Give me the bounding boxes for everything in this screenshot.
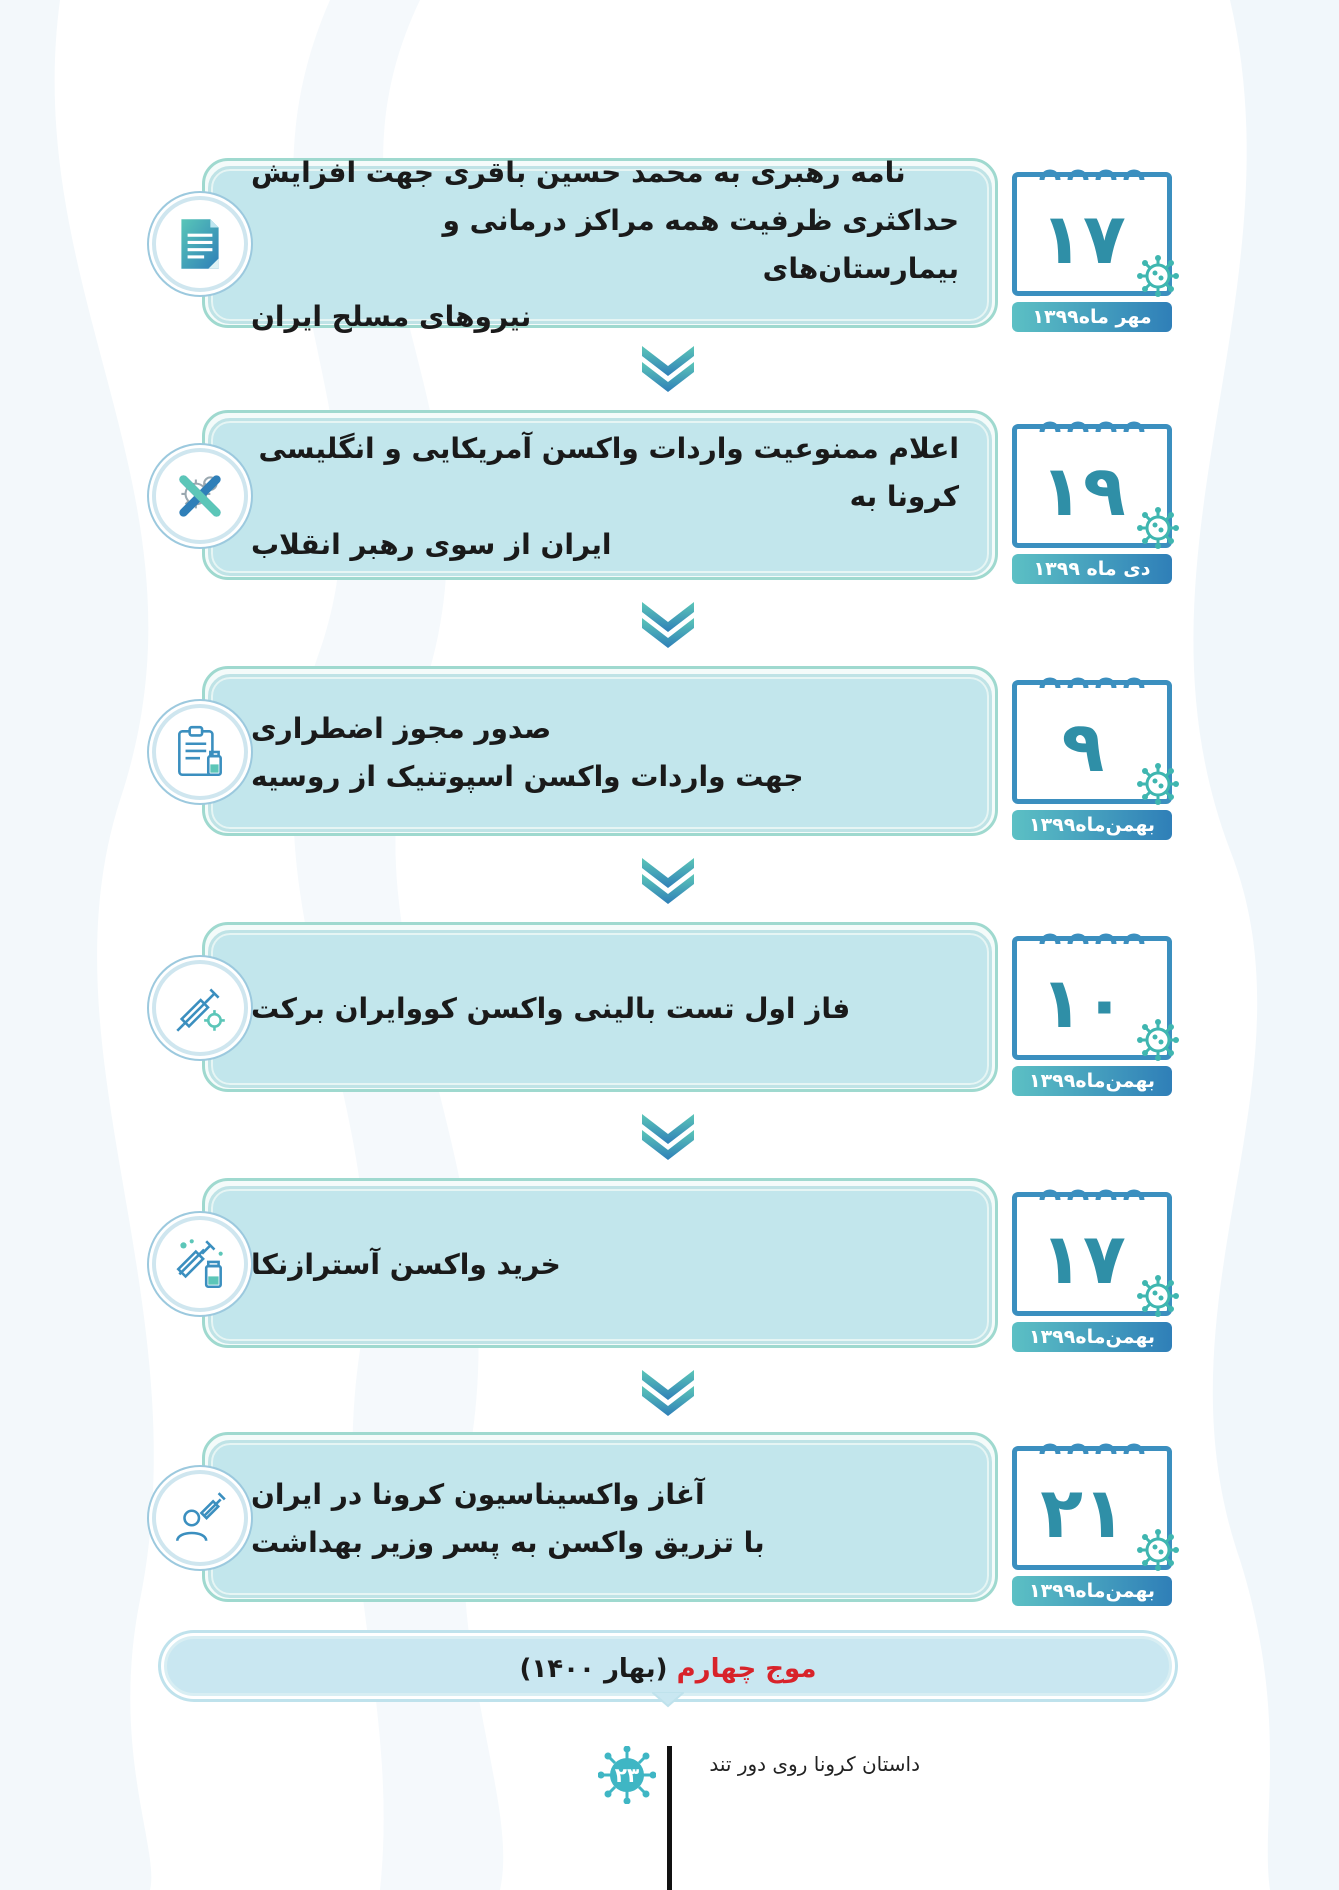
calendar-month-label: بهمن‌ماه۱۳۹۹ [1012,1576,1172,1606]
event-icon-badge [152,1216,248,1312]
chevron-down-icon [638,1110,698,1162]
chevron-down-icon [638,854,698,906]
event-icon-badge [152,196,248,292]
calendar-month-label: بهمن‌ماه۱۳۹۹ [1012,810,1172,840]
calendar-day: ۱۰ [1040,962,1126,1044]
event-icon-badge [152,1470,248,1566]
calendar-month-label: مهر ماه۱۳۹۹ [1012,302,1172,332]
document-icon [169,213,231,275]
chevron-down-icon [638,342,698,394]
calendar-rings-icon [1034,922,1154,952]
footer-divider [667,1746,672,1890]
date-calendar [1008,666,1178,846]
virus-icon [1136,254,1180,298]
syringe-vial-icon [169,1233,231,1295]
virus-icon [1136,1274,1180,1318]
event-card [208,1186,992,1344]
ban-virus-icon [169,465,231,527]
syringe-virus-icon [169,977,231,1039]
page-number-badge [598,1746,656,1804]
calendar-day: ۱۷ [1040,1218,1126,1300]
timeline-item-3 [0,666,1339,856]
event-text: اعلام ممنوعیت واردات واکسن آمریکایی و انگلیسی کرونا به ایران از سوی رهبر انقلاب [251,432,959,561]
page-number: ۲۳ [614,1763,640,1787]
event-text: نامه رهبری به محمد حسین باقری جهت افزایش حداکثری ظرفیت همه مراکز درمانی و بیمارستان‌های نیروهای مسلح ایران [251,156,959,333]
calendar-day: ۲۱ [1040,1472,1126,1554]
virus-icon [1136,762,1180,806]
calendar-rings-icon [1034,1178,1154,1208]
calendar-rings-icon [1034,1432,1154,1462]
event-icon-badge [152,448,248,544]
wave-highlight: موج چهارم [676,1654,817,1684]
calendar-rings-icon [1034,158,1154,188]
virus-icon [1136,1528,1180,1572]
date-calendar [1008,1178,1178,1358]
event-text: آغاز واکسیناسیون کرونا در ایران با تزریق واکسن به پسر وزیر بهداشت [251,1478,765,1559]
timeline-item-2 [0,410,1339,600]
chevron-down-icon [638,1366,698,1418]
calendar-month-label: بهمن‌ماه۱۳۹۹ [1012,1066,1172,1096]
timeline-item-6 [0,1432,1339,1622]
calendar-day: ۱۷ [1040,198,1126,280]
wave-season: (بهار ۱۴۰۰) [519,1654,677,1684]
chevron-down-icon [638,598,698,650]
calendar-month-label: دی ماه ۱۳۹۹ [1012,554,1172,584]
calendar-month-label: بهمن‌ماه۱۳۹۹ [1012,1322,1172,1352]
event-card [208,930,992,1088]
event-card [208,418,992,576]
timeline-item-4 [0,922,1339,1112]
calendar-rings-icon [1034,666,1154,696]
calendar-rings-icon [1034,410,1154,440]
date-calendar [1008,158,1178,338]
event-text: خرید واکسن آسترازنکا [251,1248,561,1281]
event-card [208,1440,992,1598]
wave-banner-pill [164,1636,1172,1696]
banner-pointer-icon [652,1692,684,1708]
event-icon-badge [152,960,248,1056]
footer-book-title: داستان کرونا روی دور تند [709,1752,920,1776]
calendar-day: ۱۹ [1040,450,1126,532]
calendar-day: ۹ [1061,706,1105,788]
wave-banner-text [167,1639,1169,1699]
date-calendar [1008,410,1178,590]
event-card [208,156,992,333]
timeline-item-5 [0,1178,1339,1368]
event-icon-badge [152,704,248,800]
wave-banner [156,1630,1180,1706]
event-text: فاز اول تست بالینی واکسن کوو‌ایران برکت [251,992,851,1025]
date-calendar [1008,922,1178,1102]
virus-icon [1136,506,1180,550]
virus-icon [1136,1018,1180,1062]
clipboard-vial-icon [169,721,231,783]
timeline-item-1 [0,158,1339,348]
event-text: صدور مجوز اضطراری جهت واردات واکسن اسپوتنیک از روسیه [251,712,804,793]
event-card [208,674,992,832]
person-syringe-icon [169,1487,231,1549]
date-calendar [1008,1432,1178,1612]
